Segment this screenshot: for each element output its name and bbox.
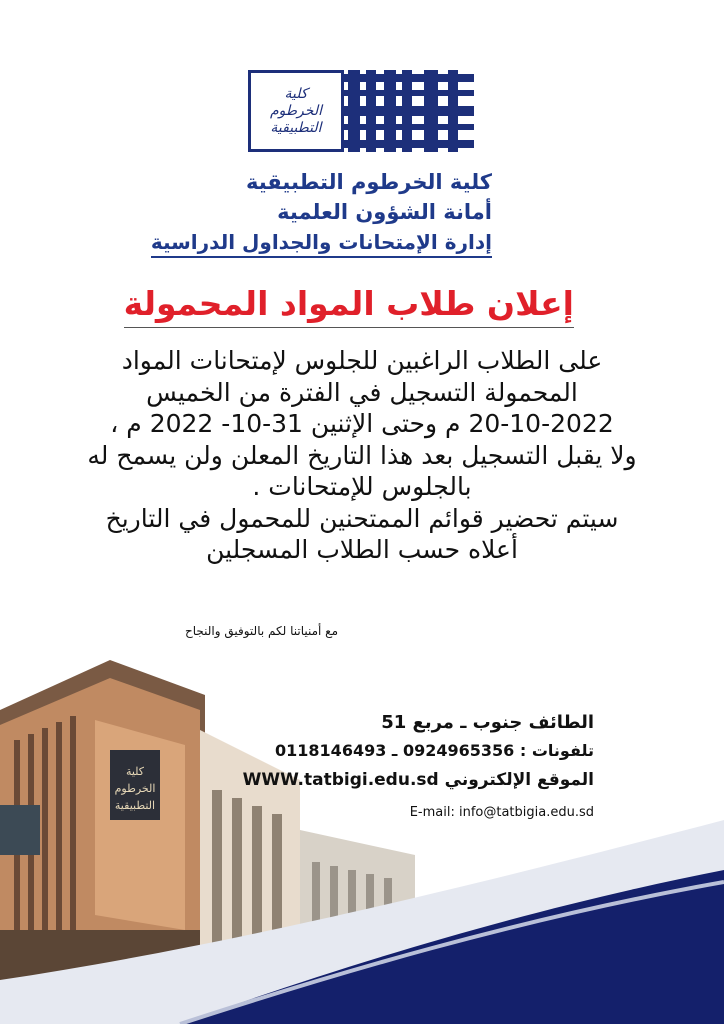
- department-name: أمانة الشؤون العلمية: [277, 200, 492, 224]
- announcement-line: بالجلوس للإمتحانات .: [252, 472, 472, 501]
- unit-name: إدارة الإمتحانات والجداول الدراسية: [151, 230, 492, 258]
- announcement-line: أعلاه حسب الطلاب المسجلين: [206, 535, 518, 564]
- email[interactable]: E-mail: info@tatbigia.edu.sd: [409, 805, 594, 820]
- address: الطائف جنوب ـ مربع 51: [381, 712, 594, 733]
- announcement-body: [40, 345, 684, 566]
- bottom-wave-decoration: [0, 790, 724, 1024]
- logo-text-box: [248, 70, 344, 152]
- logo-text-line: الخرطوم: [270, 102, 322, 119]
- building-sign-line: التطبيقية: [114, 799, 156, 812]
- announcement-line: على الطلاب الراغبين للجلوس لإمتحانات المواد: [121, 346, 603, 375]
- phone-numbers: تلفونات : 0924965356 ـ 0118146493: [275, 741, 594, 760]
- website[interactable]: الموقع الإلكتروني WWW.tatbigi.edu.sd: [242, 770, 594, 790]
- announcement-line: 20-10-2022 م وحتى الإثنين 31-10- 2022 م ،: [110, 409, 614, 438]
- announcement-title: إعلان طلاب المواد المحمولة: [124, 284, 574, 328]
- logo-text-line: كلية: [284, 85, 308, 102]
- college-logo-icon: [344, 70, 474, 152]
- announcement-line: ولا يقبل التسجيل بعد هذا التاريخ المعلن ولن يسمح له: [87, 440, 637, 470]
- logo-text-line: التطبيقية: [270, 119, 322, 136]
- college-name: كلية الخرطوم التطبيقية: [245, 170, 492, 194]
- closing-wish: مع أمنياتنا لكم بالتوفيق والنجاح: [184, 624, 338, 638]
- announcement-line: المحمولة التسجيل في الفترة من الخميس: [146, 377, 578, 407]
- building-sign-line: كلية: [125, 765, 145, 778]
- college-logo: [248, 70, 474, 152]
- building-sign-line: الخرطوم: [114, 782, 156, 795]
- announcement-line: سيتم تحضير قوائم الممتحنين للمحمول في التاريخ: [105, 503, 619, 533]
